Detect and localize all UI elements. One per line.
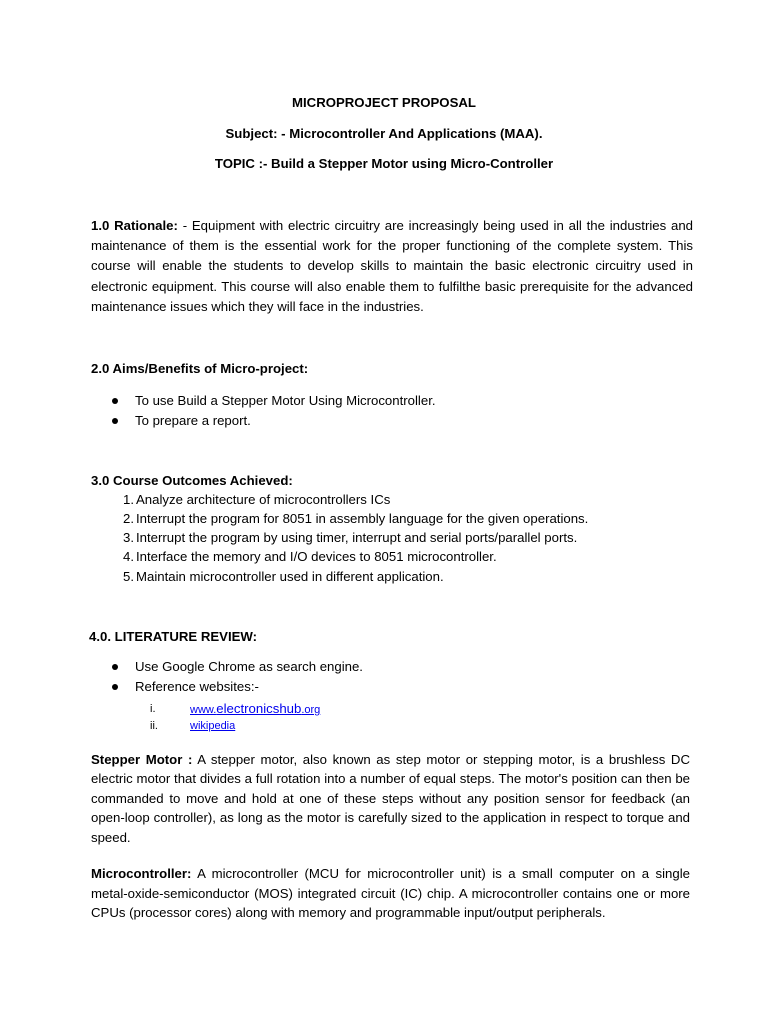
list-number: 2. (123, 511, 134, 526)
bullet-icon (112, 398, 118, 404)
stepper-label: Stepper Motor : (91, 752, 193, 767)
rationale-paragraph (91, 216, 693, 317)
bullet-icon (112, 684, 118, 690)
outcome-text: Analyze architecture of microcontrollers ICs (136, 492, 391, 507)
list-number: 1. (123, 492, 134, 507)
literature-item-text: Reference websites:- (135, 679, 259, 694)
link-suffix: .org (301, 704, 321, 716)
link-main: electronicshub (216, 701, 302, 716)
outcomes-heading: 3.0 Course Outcomes Achieved: (91, 473, 293, 488)
literature-heading: 4.0. LITERATURE REVIEW: (89, 629, 258, 644)
link-prefix: www. (190, 704, 217, 716)
outcome-text: Interrupt the program by using timer, interrupt and serial ports/parallel ports. (136, 530, 578, 545)
list-number: 3. (123, 530, 134, 545)
outcome-text: Interrupt the program for 8051 in assembly language for the given operations. (136, 511, 589, 526)
microcontroller-text: A microcontroller (MCU for microcontroller unit) is a small computer on a single metal-oxide-semiconductor (MOS) integrated circuit (IC) chip. A microcontroller contains one or more CPUs (processor cores) along with memory and programmable input/output peripherals. (91, 866, 690, 921)
rationale-text: - Equipment with electric circuitry are increasingly being used in all the industries and maintenance of them is the essential work for the proper functioning of the complete system. This course will enable the students to develop skills to maintain the basic electronic circuitry used in electronic equipment. This course will also enable them to fulfilthe basic prerequisite for the advanced maintenance issues which they will face in the industries. (91, 218, 693, 314)
list-number: i. (150, 703, 156, 715)
aims-heading: 2.0 Aims/Benefits of Micro-project: (91, 361, 309, 376)
aims-item-text: To prepare a report. (135, 413, 251, 428)
microcontroller-label: Microcontroller: (91, 866, 192, 881)
stepper-text: A stepper motor, also known as step motor or stepping motor, is a brushless DC electric motor that divides a full rotation into a number of equal steps. The motor's position can then be commanded to move and hold at one of these steps without any position sensor for feedback (an open-loop controller), as long as the motor is carefully sized to the application in respect to torque and speed. (91, 752, 690, 845)
list-number: 5. (123, 569, 134, 584)
bullet-icon (112, 418, 118, 424)
document-title: MICROPROJECT PROPOSAL (292, 95, 476, 110)
list-number: 4. (123, 549, 134, 564)
subject-line: Subject: - Microcontroller And Applications (MAA). (225, 126, 543, 141)
topic-line: TOPIC :- Build a Stepper Motor using Micro-Controller (214, 156, 554, 171)
rationale-label: 1.0 Rationale: (91, 218, 178, 233)
literature-item-text: Use Google Chrome as search engine. (135, 659, 363, 674)
microcontroller-paragraph (91, 864, 690, 923)
bullet-icon (112, 664, 118, 670)
aims-item-text: To use Build a Stepper Motor Using Microcontroller. (135, 393, 436, 408)
list-number: ii. (150, 720, 158, 732)
stepper-paragraph (91, 750, 690, 847)
outcome-text: Maintain microcontroller used in different application. (136, 569, 444, 584)
wikipedia-link[interactable]: wikipedia (190, 720, 236, 732)
outcome-text: Interface the memory and I/O devices to 8051 microcontroller. (136, 549, 497, 564)
